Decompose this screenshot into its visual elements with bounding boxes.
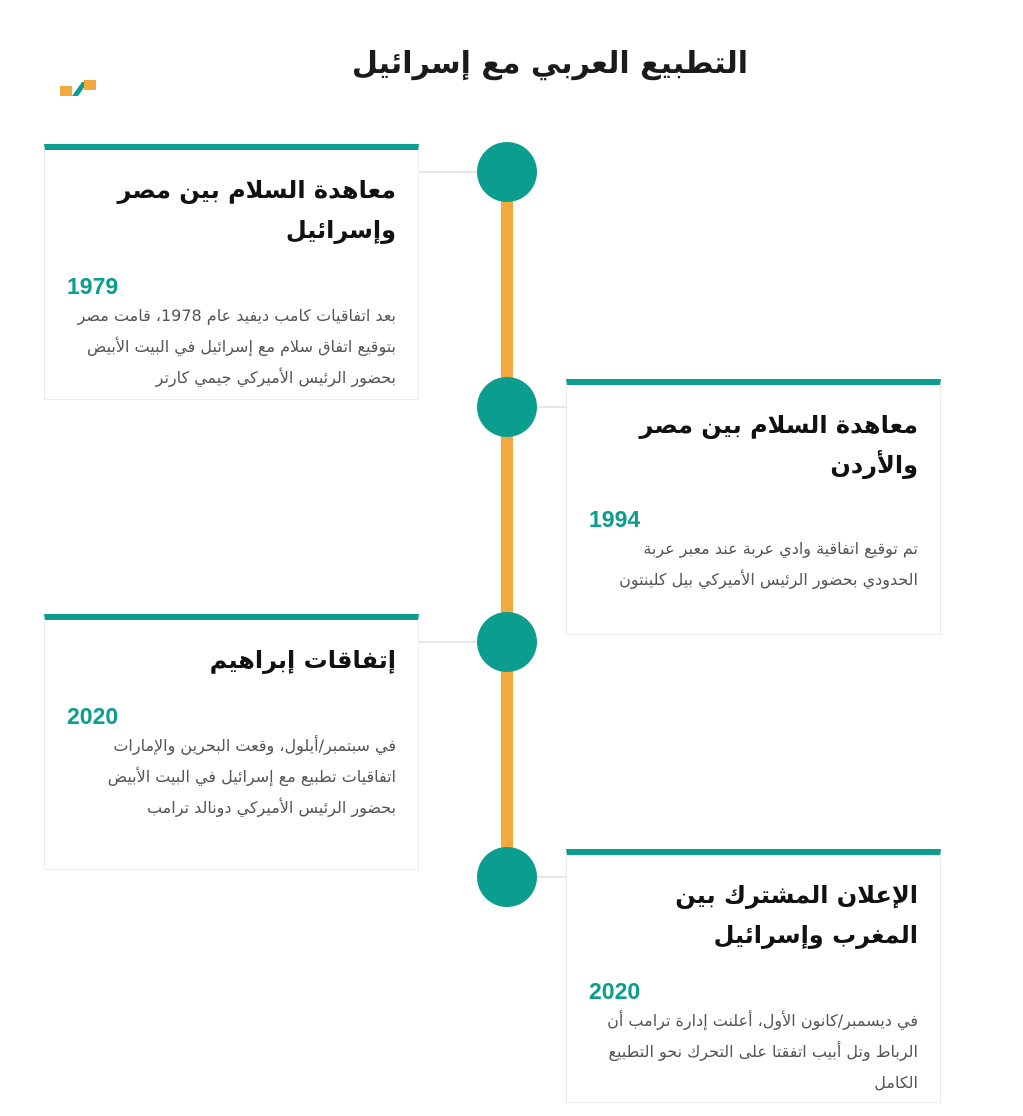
- timeline-card: [566, 379, 941, 635]
- event-year: 1994: [589, 506, 641, 532]
- timeline-dot: [477, 142, 537, 202]
- event-description: في ديسمبر/كانون الأول، أعلنت إدارة ترامب أن الرباط وتل أبيب اتفقتا على التحرك نحو التطبيع الكامل: [607, 1011, 918, 1092]
- timeline-card: [44, 614, 419, 870]
- brand-logo-icon: [60, 78, 96, 98]
- timeline-dot: [477, 612, 537, 672]
- event-year: 2020: [67, 703, 119, 729]
- event-title: إتفاقات إبراهيم: [209, 646, 396, 674]
- event-year: 1979: [67, 273, 119, 299]
- connector-line: [418, 171, 480, 173]
- timeline-card: [566, 849, 941, 1103]
- connector-line: [536, 406, 568, 408]
- event-title: الإعلان المشترك بين المغرب وإسرائيل: [675, 881, 918, 949]
- timeline-spine: [501, 172, 513, 878]
- event-description: بعد اتفاقيات كامب ديفيد عام 1978، قامت مصر بتوقيع اتفاق سلام مع إسرائيل في البيت الأبيض بحضور الرئيس الأميركي جيمي كارتر: [77, 306, 396, 387]
- event-description: تم توقيع اتفاقية وادي عربة عند معبر عربة الحدودي بحضور الرئيس الأميركي بيل كلينتون: [619, 539, 918, 589]
- timeline-dot: [477, 377, 537, 437]
- timeline-dot: [477, 847, 537, 907]
- timeline-card: [44, 144, 419, 400]
- event-title: معاهدة السلام بين مصر والأردن: [639, 411, 918, 479]
- connector-line: [536, 876, 568, 878]
- event-description: في سبتمبر/أيلول، وقعت البحرين والإمارات اتفاقيات تطبيع مع إسرائيل في البيت الأبيض بحضور الرئيس الأميركي دونالد ترامب: [107, 736, 396, 817]
- connector-line: [418, 641, 480, 643]
- event-year: 2020: [589, 978, 641, 1004]
- event-title: معاهدة السلام بين مصر وإسرائيل: [117, 176, 396, 244]
- page-title: التطبيع العربي مع إسرائيل: [351, 46, 749, 81]
